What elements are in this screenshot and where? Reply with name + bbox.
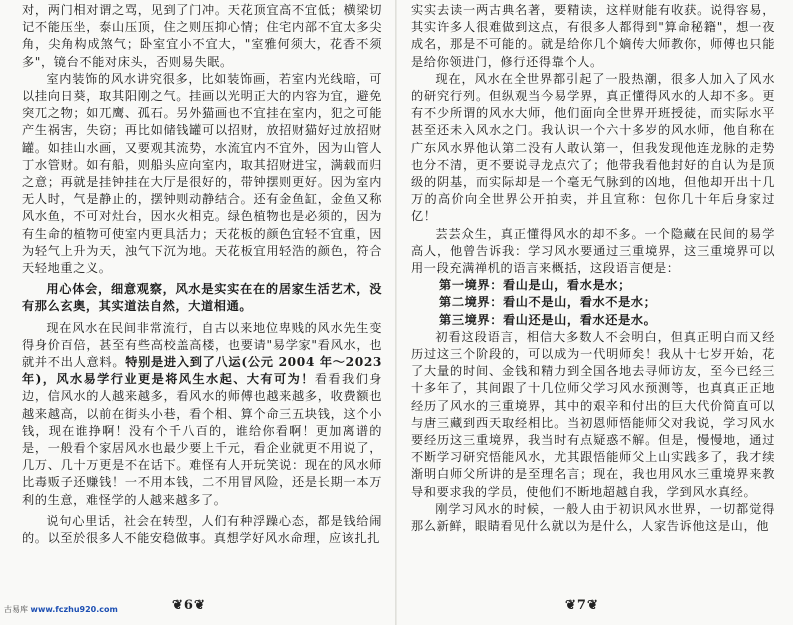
paragraph: 室内装饰的风水讲究很多，比如装饰画，若室内光线暗，可以挂向日葵，取其阳刚之气。挂画以光明正大的内容为宜，避免突兀之物；如兀鹰、孤石。另外猫画也不宜挂在室内，犯之可能产生祸害，失窃；再比如储钱罐可以招财，放招财猫好过放招财罐。如挂山水画，又要观其流势，水流宜内不宜外，因为山管人丁水管财。如有船，则船头应向室内，取其招财进宝，满载而归之意；再就是挂钟挂在大厅是很好的，带钟摆则更好。因为室内无人时，气是静止的，摆钟则动静结合。还有金鱼缸，金鱼又称风水鱼，不可对灶台，因水火相克。绿色植物也是必须的，因为有生命的植物可使室内更具活力；天花板的颜色宜轻不宜重，因为轻气上升为天，浊气下沉为地。天花板宜用轻浩的颜色，符合天轻地重之义。 xyxy=(22,71,382,276)
bold-paragraph: 用心体会，细意观察，风水是实实在在的居家生活艺术，没有那么玄奥，其实道法自然，大道相通。 xyxy=(22,282,382,314)
right-page xyxy=(397,0,793,625)
emphasis-text: 特别是进入到了八运(公元 2004 年～2023 年)，风水易学行业更是将风生水起、大有可为！ xyxy=(22,355,382,387)
paragraph-text: 现在风水在民间非常流行，自古以来地位卑贱的风水先生变得身价百倍，甚至有些高校盖高楼，也要请"易学家"看风水，也就并不出人意料。 xyxy=(22,320,382,370)
level-line: 第三境界：看山还是山，看水还是水。 xyxy=(439,312,657,327)
page-number: 7 xyxy=(576,598,587,613)
paragraph: 说句心里话，社会在转型，人们有种浮躁心态，都是钱给闹的。以至於很多人不能安稳做事。真想学好风水命理，应该扎扎 xyxy=(22,513,382,546)
level-line: 第一境界：看山是山，看水是水； xyxy=(439,278,631,293)
level-line: 第二境界：看山不是山，看水不是水； xyxy=(439,295,657,310)
site-url: www.fczhu920.com xyxy=(30,605,118,614)
paragraph: 芸芸众生，真正懂得风水的却不多。一个隐藏在民间的易学高人，他曾告诉我：学习风水要通过三重境界，这三重境界可以用一段充满禅机的语言来概括，这段语言便是： xyxy=(411,226,775,276)
site-prefix: 古易库 xyxy=(4,605,28,614)
page-number: 6 xyxy=(183,598,194,613)
page-number-ornament: ❦7❦ xyxy=(565,598,599,613)
right-page-body xyxy=(411,2,775,535)
left-page-body xyxy=(22,2,382,547)
paragraph-text: 看看我们身边，信风水的人越来越多，看风水的师傅也越来越多，收费额也越来越高，以前在街头小巷，看个相、算个命三五块钱，这个小钱，现在谁挣啊！没有个千八百的，谁给你看啊！更加离谱的是，一般看个家居风水也最少要上千元，看企业就更不用说了，几万、几十万更是不在话下。难怪有人开玩笑说：现在的风水师比毒贩子还赚钱！一不用本钱，二不用冒风险，还是长期一本万利的生意，难怪学的人越来越多了。 xyxy=(22,372,383,507)
site-watermark xyxy=(4,604,118,615)
paragraph: 对，两门相对谓之骂，见到了门冲。天花顶宜高不宜低；横梁切记不能压坐，泰山压顶，住之则压抑心情；住宅内部不宜太多尖角，尖角构成煞气；卧室宜小不宜大，"室雅何须大，花香不须多"，镜台不能对床头，否则易失眠。 xyxy=(22,3,382,69)
page-number-ornament: ❦6❦ xyxy=(172,598,206,613)
left-page-footer xyxy=(0,593,396,615)
paragraph: 现在，风水在全世界都引起了一股热潮，很多人加入了风水的研究行列。但纵观当今易学界，真正懂得风水的人却不多。更有不少所谓的风水大师，他们面向全世界开班授徒，而实际水平甚至还未入风水之门。我认识一个六十多岁的风水师，他自称在广东风水界他认第二没有人敢认第一，但我发现他连龙脉的走势也分不清，更不要说寻龙点穴了；他带我看他封好的自认为是顶级的阴基，而实际却是一个毫无气脉到的凶地，但他却开出十几万的高价向全世界公开拍卖，并且宣称：包你几十年后身家过亿！ xyxy=(411,71,775,224)
paragraph xyxy=(22,320,382,509)
paragraph: 刚学习风水的时候，一般人由于初识风水世界，一切都觉得那么新鲜，眼睛看见什么就以为是什么，人家告诉他这是山，他 xyxy=(411,501,775,534)
paragraph: 初看这段语言，相信大多数人不会明白，但真正明白而又经历过这三个阶段的，可以成为一代明师矣！我从十七岁开始，花了大量的时间、金钱和精力到全国各地去寻师访友，至今已经三十多年了，其间跟了十几位师父学习风水预测等，也真真正正地经历了风水的三重境界，其中的艰辛和付出的巨大代价简直可以与唐三藏到西天取经相比。当初恩师悟能师父对我说，学习风水要经历这三重境界，我当时有点疑惑不解。但是，慢慢地，通过不断学习研究悟能风水，尤其跟悟能师父上山实践多了，我才续渐明白师父所讲的是至理名言；现在，我也用风水三重境界来教导和要求我的学员，使他们不断地超越自我，学到风水真经。 xyxy=(411,329,775,499)
left-page xyxy=(0,0,396,625)
paragraph: 实实去读一两古典名著，要精读，这样财能有收获。说得容易，其实许多人很难做到这点，有很多人都得到"算命秘籍"，想一夜成名，那是不可能的。就是给你几个嫡传大师教你，师傅也只能是给你领进门，修行还得靠个人。 xyxy=(411,3,775,69)
right-page-footer xyxy=(397,593,793,615)
